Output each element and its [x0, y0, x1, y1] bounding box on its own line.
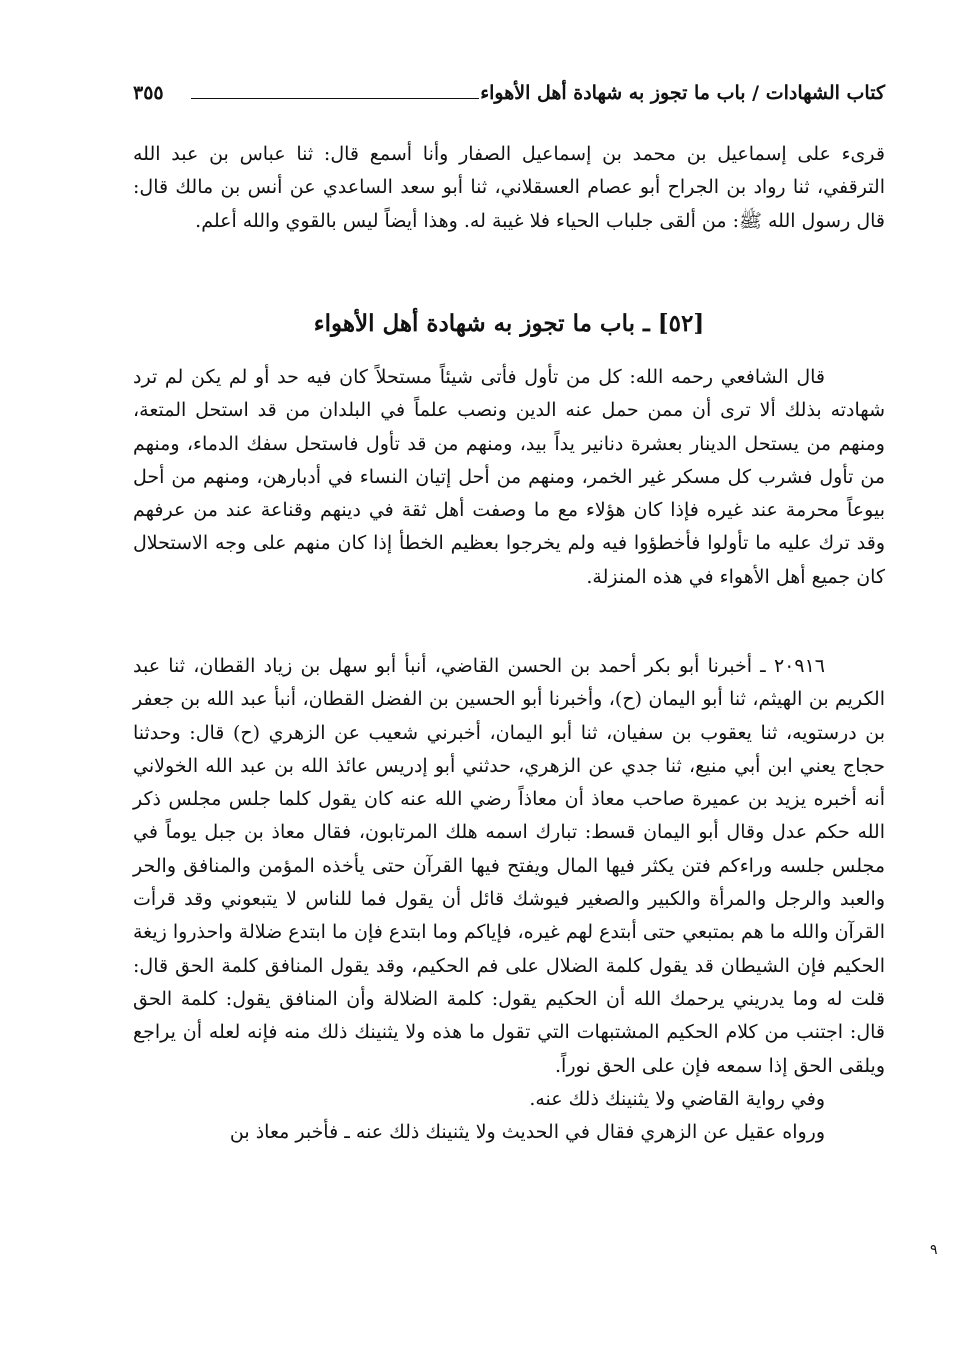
shafii-paragraph: قال الشافعي رحمه الله: كل من تأول فأتى شيئاً مستحلاً كان فيه حد أو لم يكن لم ترد شهادته بذلك ألا ترى أن ممن حمل عنه الدين ونصب علماً في البلدان من قد استحل المتعة، ومنهم من يستحل الدينار بعشرة دنانير يداً بيد، ومنهم من قد تأول فاستحل سفك الدماء، ومنهم من تأول فشرب كل مسكر غير الخمر، ومنهم من أحل إتيان النساء في أدبارهن، ومنهم من أحل بيوعاً محرمة عند غيره فإذا كان هؤلاء مع ما وصفت أهل ثقة في دينهم وقناعة عند من عرفهم وقد ترك عليه ما تأولوا فأخطؤوا فيه ولم يخرجوا بعظيم الخطأ إذا كان منهم على وجه الاستحلال كان جميع أهل الأهواء في هذه المنزلة. — [133, 366, 885, 588]
header-rule — [191, 98, 479, 99]
hadith-paragraph: ٢٠٩١٦ ـ أخبرنا أبو بكر أحمد بن الحسن القاضي، أنبأ أبو سهل بن زياد القطان، ثنا عبد الكريم بن الهيثم، ثنا أبو اليمان (ح)، وأخبرنا أبو الحسين بن الفضل القطان، أنبأ عبد الله بن جعفر بن درستويه، ثنا يعقوب بن سفيان، ثنا أبو اليمان، أخبرني شعيب عن الزهري (ح) قال: وحدثنا حجاج يعني ابن أبي منيع، ثنا جدي عن الزهري، حدثني أبو إدريس عائذ الله بن عبد الله الخولاني أنه أخبره يزيد بن عميرة صاحب معاذ أن معاذاً رضي الله عنه كان يقول كلما جلس مجلس ذكر الله حكم عدل وقال أبو اليمان قسط: تبارك اسمه هلك المرتابون، فقال معاذ بن جبل يوماً في مجلس جلسه وراءكم فتن يكثر فيها المال ويفتح فيها القرآن حتى يأخذه المؤمن والمنافق والحر والعبد والرجل والمرأة والكبير والصغير فيوشك قائل أن يقول فما للناس لا يتبعوني وقد قرأت القرآن والله ما هم بمتبعي حتى أبتدع لهم غيره، فإياكم وما ابتدع فإن ما ابتدع ضلالة واحذروا زيغة الحكيم فإن الشيطان قد يقول كلمة الضلال على فم الحكيم، وقد يقول المنافق كلمة الحق قال: قلت له وما يدريني يرحمك الله أن الحكيم يقول: كلمة الضلالة وأن المنافق يقول: كلمة الحق قال: اجتنب من كلام الحكيم المشتبهات التي تقول ما هذه ولا يثنينك ذلك منه فإنه لعله أن يراجع ويلقى الحق إذا سمعه فإن على الحق نوراً. — [133, 655, 885, 1077]
hadith-block — [133, 650, 885, 1149]
section-heading: [٥٢] ـ باب ما تجوز به شهادة أهل الأهواء — [313, 310, 705, 337]
running-header — [133, 82, 885, 116]
shafii-paragraph-block — [133, 361, 885, 594]
header-title: كتاب الشهادات / باب ما تجوز به شهادة أهل الأهواء — [480, 82, 885, 104]
page-number: ٣٥٥ — [133, 82, 164, 104]
margin-marker: ٩ — [930, 1242, 938, 1258]
intro-paragraph-block — [133, 138, 885, 238]
aqil-note: ورواه عقيل عن الزهري فقال في الحديث ولا يثنينك ذلك عنه ـ فأخبر معاذ بن — [229, 1121, 825, 1144]
qadi-note: وفي رواية القاضي ولا يثنينك ذلك عنه. — [529, 1087, 825, 1110]
intro-paragraph: قرىء على إسماعيل بن محمد بن إسماعيل الصفار وأنا أسمع قال: ثنا عباس بن عبد الله الترقفي، ثنا رواد بن الجراح أبو عصام العسقلاني، ثنا أبو سعد الساعدي عن أنس بن مالك قال: قال رسول الله ﷺ: من ألقى جلباب الحياء فلا غيبة له. وهذا أيضاً ليس بالقوي والله أعلم. — [133, 143, 885, 232]
